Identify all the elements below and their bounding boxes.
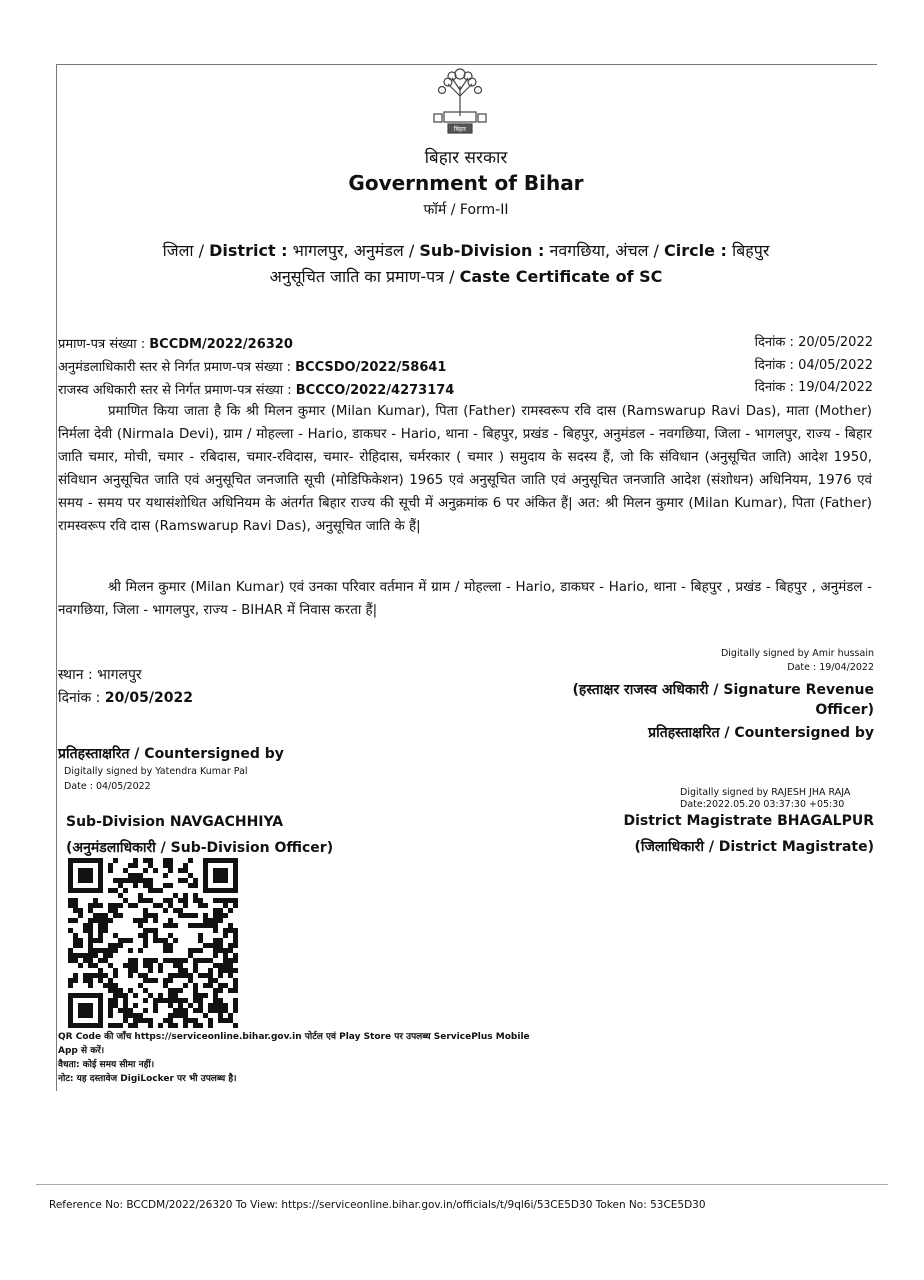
certificate-title: अनुसूचित जाति का प्रमाण-पत्र / Caste Certificate of SC: [269, 267, 663, 286]
ref-line-3: राजस्व अधिकारी स्तर से निर्गत प्रमाण-पत्र संख्या : BCCCO/2022/4273174: [58, 383, 455, 398]
issue-date-line: दिनांक : 20/05/2022: [58, 690, 193, 706]
sdo-sign-date: Date : 04/05/2022: [64, 781, 151, 792]
footer-divider: [36, 1184, 888, 1185]
dm-digital-sign: Digitally signed by RAJESH JHA RAJA: [680, 787, 851, 798]
bihar-emblem-icon: [420, 66, 500, 138]
qr-notes: QR Code की जाँच https://serviceonline.bihar.gov.in पोर्टल एवं Play Store पर उपलब्ध ServicePlus Mobile App से करें। वैधता: कोई समय सीमा नहीं। नोट: यह दस्तावेज DigiLocker पर भी उपलब्ध है।: [58, 1032, 530, 1084]
revenue-sign-date: Date : 19/04/2022: [787, 662, 874, 673]
dept-hindi: बिहार सरकार: [424, 148, 508, 168]
ref-line-2: अनुमंडलाधिकारी स्तर से निर्गत प्रमाण-पत्र संख्या : BCCSDO/2022/58641: [58, 360, 447, 375]
district-line: जिला / District : भागलपुर, अनुमंडल / Sub-Division : नवगछिया, अंचल / Circle : बिहपुर: [162, 241, 770, 260]
qr-code-icon: [68, 858, 238, 1028]
certificate-body-paragraph-1: प्रमाणित किया जाता है कि श्री मिलन कुमार (Milan Kumar), पिता (Father) रामस्वरूप रवि दास (Ramswarup Ravi Das), माता (Mother) निर्मला देवी (Nirmala Devi), ग्राम / मोहल्ला - Hario, डाकघर - Hario, थाना - बिहपुर, प्रखंड - बिहपुर, अनुमंडल - नवगछिया, जिला - भागलपुर, राज्य - बिहार जाति चमार, मोची, चमार - रबिदास, चमार-रविदास, चमार- रोहिदास, चर्मरकार ( चमार ) समुदाय के सदस्य हैं, जो कि संविधान (अनुसूचित जाति) आदेश 1950, संविधान अनुसूचित जाति एवं अनुसूचित जनजाति सूची (मोडिफिकेशन) 1965 एवं अनुसूचित जाति एवं अनुसूचित जनजाति आदेश (संशोधन) अधिनियम, 1976 एवं समय - समय पर यथासंशोधित अधिनियम के अंतर्गत बिहार राज्य की सूची में अनुक्रमांक 6 पर अंकित हैं| अत: श्री मिलन कुमार (Milan Kumar), पिता (Father) रामस्वरूप रवि दास (Ramswarup Ravi Das), अनुसूचित जाति के हैं|: [58, 404, 872, 534]
dm-office: District Magistrate BHAGALPUR: [623, 813, 874, 829]
sdo-digital-sign: Digitally signed by Yatendra Kumar Pal: [64, 766, 248, 777]
revenue-signature-label-2: Officer): [815, 702, 874, 718]
certificate-body-paragraph-2: श्री मिलन कुमार (Milan Kumar) एवं उनका परिवार वर्तमान में ग्राम / मोहल्ला - Hario, डाकघर - Hario, थाना - बिहपुर , प्रखंड - बिहपुर , अनुमंडल - नवगछिया, जिला - भागलपुर, राज्य - BIHAR में निवास करता हैं|: [58, 580, 872, 618]
emblem-label: बिहार: [453, 126, 467, 133]
sdo-countersigned: प्रतिहस्ताक्षरित / Countersigned by: [58, 746, 284, 762]
sdo-role: (अनुमंडलाधिकारी / Sub-Division Officer): [66, 840, 334, 856]
revenue-digital-sign: Digitally signed by Amir hussain: [720, 648, 874, 659]
ref-date-1: दिनांक : 20/05/2022: [754, 335, 873, 350]
ref-date-3: दिनांक : 19/04/2022: [754, 380, 873, 395]
footer-reference: Reference No: BCCDM/2022/26320 To View: https://serviceonline.bihar.gov.in/officials/t/9ql6i/53CE5D30 Token No: 53CE5D30: [49, 1199, 706, 1211]
revenue-signature-label: (हस्ताक्षर राजस्व अधिकारी / Signature Revenue: [572, 682, 874, 698]
ref-date-2: दिनांक : 04/05/2022: [754, 358, 873, 373]
dm-role: (जिलाधिकारी / District Magistrate): [634, 839, 874, 855]
place-line: स्थान : भागलपुर: [58, 667, 142, 683]
form-title: फॉर्म / Form-II: [423, 202, 509, 218]
dm-sign-date: Date:2022.05.20 03:37:30 +05:30: [680, 799, 845, 810]
ref-line-1: प्रमाण-पत्र संख्या : BCCDM/2022/26320: [58, 337, 293, 352]
sdo-office: Sub-Division NAVGACHHIYA: [66, 814, 284, 830]
revenue-countersigned: प्रतिहस्ताक्षरित / Countersigned by: [648, 725, 874, 741]
dept-english: Government of Bihar: [348, 171, 584, 195]
